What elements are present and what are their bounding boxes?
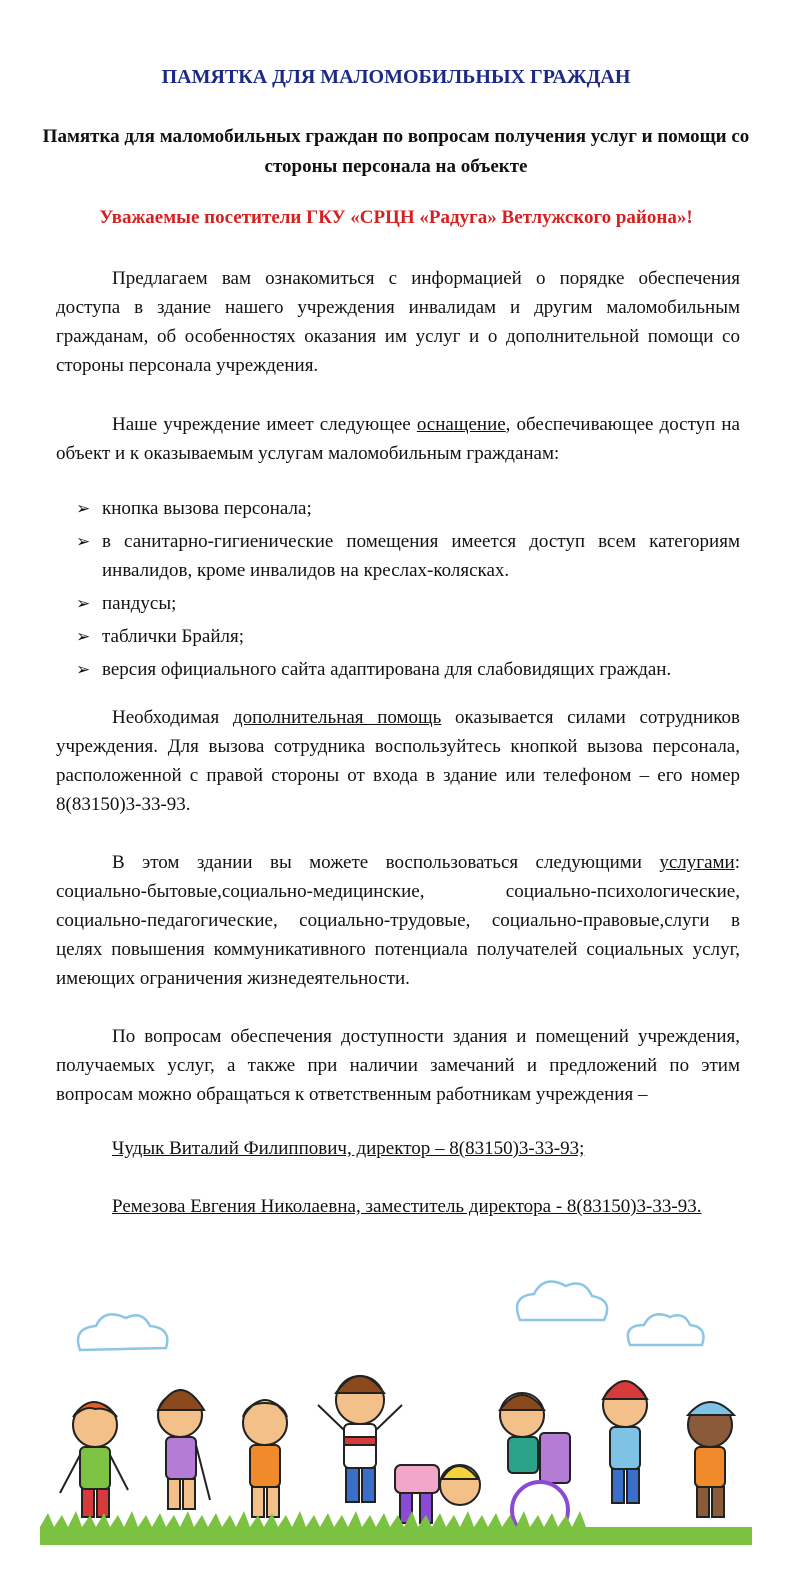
list-item-text: версия официального сайта адаптирована для слабовидящих граждан. <box>102 659 672 680</box>
contacts-paragraph: По вопросам обеспечения доступности здания и помещений учреждения, получаемых услуг, а также при наличии замечаний и предложений по этим вопросам можно обращаться к ответственным работникам учреждения – <box>56 1026 740 1105</box>
assistance-text-after: оказывается силами сотрудников учреждения. Для вызова сотрудника воспользуйтесь кнопкой вызова персонала, расположенной с правой стороны от входа в здание или телефоном – его номер 8(83150)3-33-93. <box>56 707 740 815</box>
assistance-underlined: дополнительная помощь <box>232 707 442 728</box>
services-text-after: : социально-бытовые,социально-медицинские, социально-психологические, социально-педагогические, социально-трудовые, социально-правовые,слуги в целях повышения коммуникативного потенциала получателей социальных услуг, имеющих ограничения жизнедеятельности. <box>56 852 740 989</box>
assistance-text-before: Необходимая <box>112 707 233 728</box>
child-figure <box>60 1402 128 1517</box>
arrow-bullet-icon: ➢ <box>76 532 91 551</box>
services-underlined: услугами <box>659 852 735 873</box>
greeting: Уважаемые посетители ГКУ «СРЦН «Радуга» Ветлужского района»! <box>99 207 693 228</box>
page-title: ПАМЯТКА ДЛЯ МАЛОМОБИЛЬНЫХ ГРАЖДАН <box>161 66 631 88</box>
list-item-text: таблички Брайля; <box>102 626 245 647</box>
subtitle: Памятка для маломобильных граждан по вопросам получения услуг и помощи со стороны персонала на объекте <box>42 126 750 177</box>
equipment-text-before: Наше учреждение имеет следующее <box>112 414 417 435</box>
assistance-paragraph <box>56 703 740 819</box>
list-item-text: пандусы; <box>102 593 177 614</box>
contact-director: Чудык Виталий Филиппович, директор – 8(83150)3-33-93; <box>112 1138 585 1159</box>
contact-deputy-director: Ремезова Евгения Николаевна, заместитель директора - 8(83150)3-33-93. <box>112 1196 702 1217</box>
equipment-paragraph <box>56 410 740 468</box>
child-figure <box>318 1376 402 1502</box>
services-paragraph <box>56 848 740 993</box>
cloud-icon <box>517 1282 607 1321</box>
equipment-text-after: , обеспечивающее доступ на объект и к оказываемым услугам маломобильным гражданам: <box>56 414 740 464</box>
arrow-bullet-icon: ➢ <box>76 627 91 646</box>
intro-paragraph: Предлагаем вам ознакомиться с информацией о порядке обеспечения доступа в здание нашего учреждения инвалидам и другим маломобильным гражданам, об особенностях оказания им услуг и о дополнительной помощи со стороны персонала учреждения. <box>56 268 740 376</box>
equipment-underlined: оснащение <box>416 414 506 435</box>
list-item <box>56 589 740 618</box>
equipment-list <box>56 494 740 688</box>
child-figure <box>688 1402 734 1517</box>
list-item <box>56 655 740 684</box>
services-text-before: В этом здании вы можете воспользоваться следующими <box>112 852 660 873</box>
arrow-bullet-icon: ➢ <box>76 594 91 613</box>
child-figure <box>603 1381 647 1503</box>
list-item-text: кнопка вызова персонала; <box>102 498 312 519</box>
cloud-icon <box>78 1314 167 1350</box>
children-illustration <box>0 1265 792 1580</box>
arrow-bullet-icon: ➢ <box>76 660 91 679</box>
grass-strip <box>40 1511 752 1545</box>
list-item <box>56 622 740 651</box>
list-item <box>56 527 740 585</box>
arrow-bullet-icon: ➢ <box>76 499 91 518</box>
child-figure <box>158 1390 210 1509</box>
child-figure <box>243 1400 287 1517</box>
cloud-icon <box>628 1314 704 1345</box>
list-item-text: в санитарно-гигиенические помещения имеется доступ всем категориям инвалидов, кроме инвалидов на креслах-колясках. <box>102 531 740 581</box>
list-item <box>56 494 740 523</box>
